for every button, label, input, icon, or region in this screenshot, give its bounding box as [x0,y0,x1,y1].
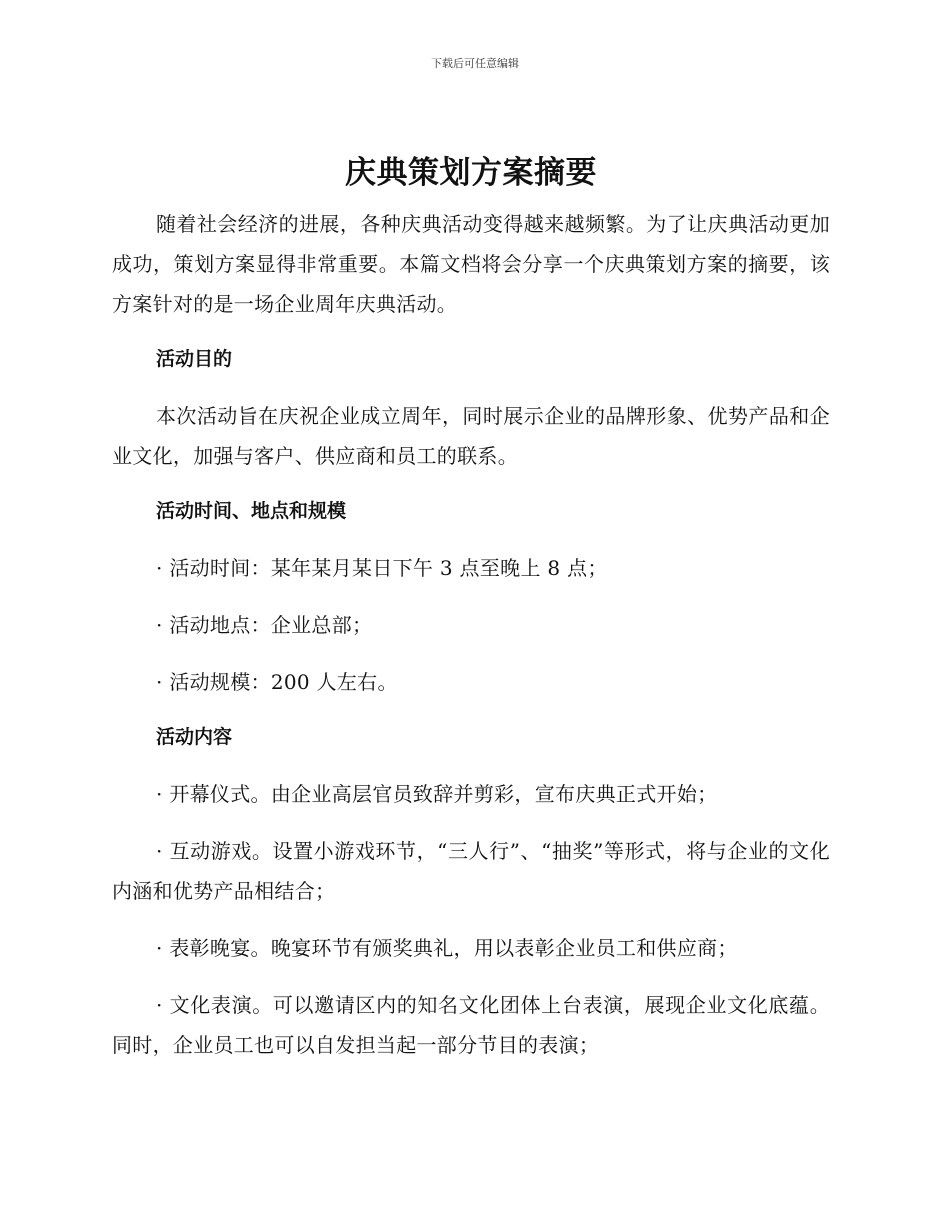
list-item-performance: · 文化表演。可以邀请区内的知名文化团体上台表演，展现企业文化底蕴。同时，企业员工也可以自发担当起一部分节目的表演； [112,993,830,1057]
section-heading-content: 活动内容 [156,726,233,748]
section-heading-time-place: 活动时间、地点和规模 [156,500,347,522]
list-item-scale: · 活动规模：200 人左右。 [156,670,398,694]
intro-paragraph: 随着社会经济的进展，各种庆典活动变得越来越频繁。为了让庆典活动更加成功，策划方案显得非常重要。本篇文档将会分享一个庆典策划方案的摘要，该方案针对的是一场企业周年庆典活动。 [112,212,830,316]
list-item-opening: · 开幕仪式。由企业高层官员致辞并剪彩，宣布庆典正式开始； [156,782,718,806]
list-item-games: · 互动游戏。设置小游戏环节，“三人行”、“抽奖”等形式，将与企业的文化内涵和优势产品相结合； [112,839,830,903]
document-title: 庆典策划方案摘要 [345,155,597,191]
section-heading-purpose: 活动目的 [156,348,233,370]
document-body [112,150,830,1082]
purpose-paragraph: 本次活动旨在庆祝企业成立周年，同时展示企业的品牌形象、优势产品和企业文化，加强与客户、供应商和员工的联系。 [112,404,830,468]
header-note: 下载后可任意编辑 [431,57,519,70]
list-item-banquet: · 表彰晚宴。晚宴环节有颁奖典礼，用以表彰企业员工和供应商； [156,936,738,960]
list-item-time: · 活动时间：某年某月某日下午 3 点至晚上 8 点； [156,556,608,580]
list-item-place: · 活动地点：企业总部； [156,613,373,637]
